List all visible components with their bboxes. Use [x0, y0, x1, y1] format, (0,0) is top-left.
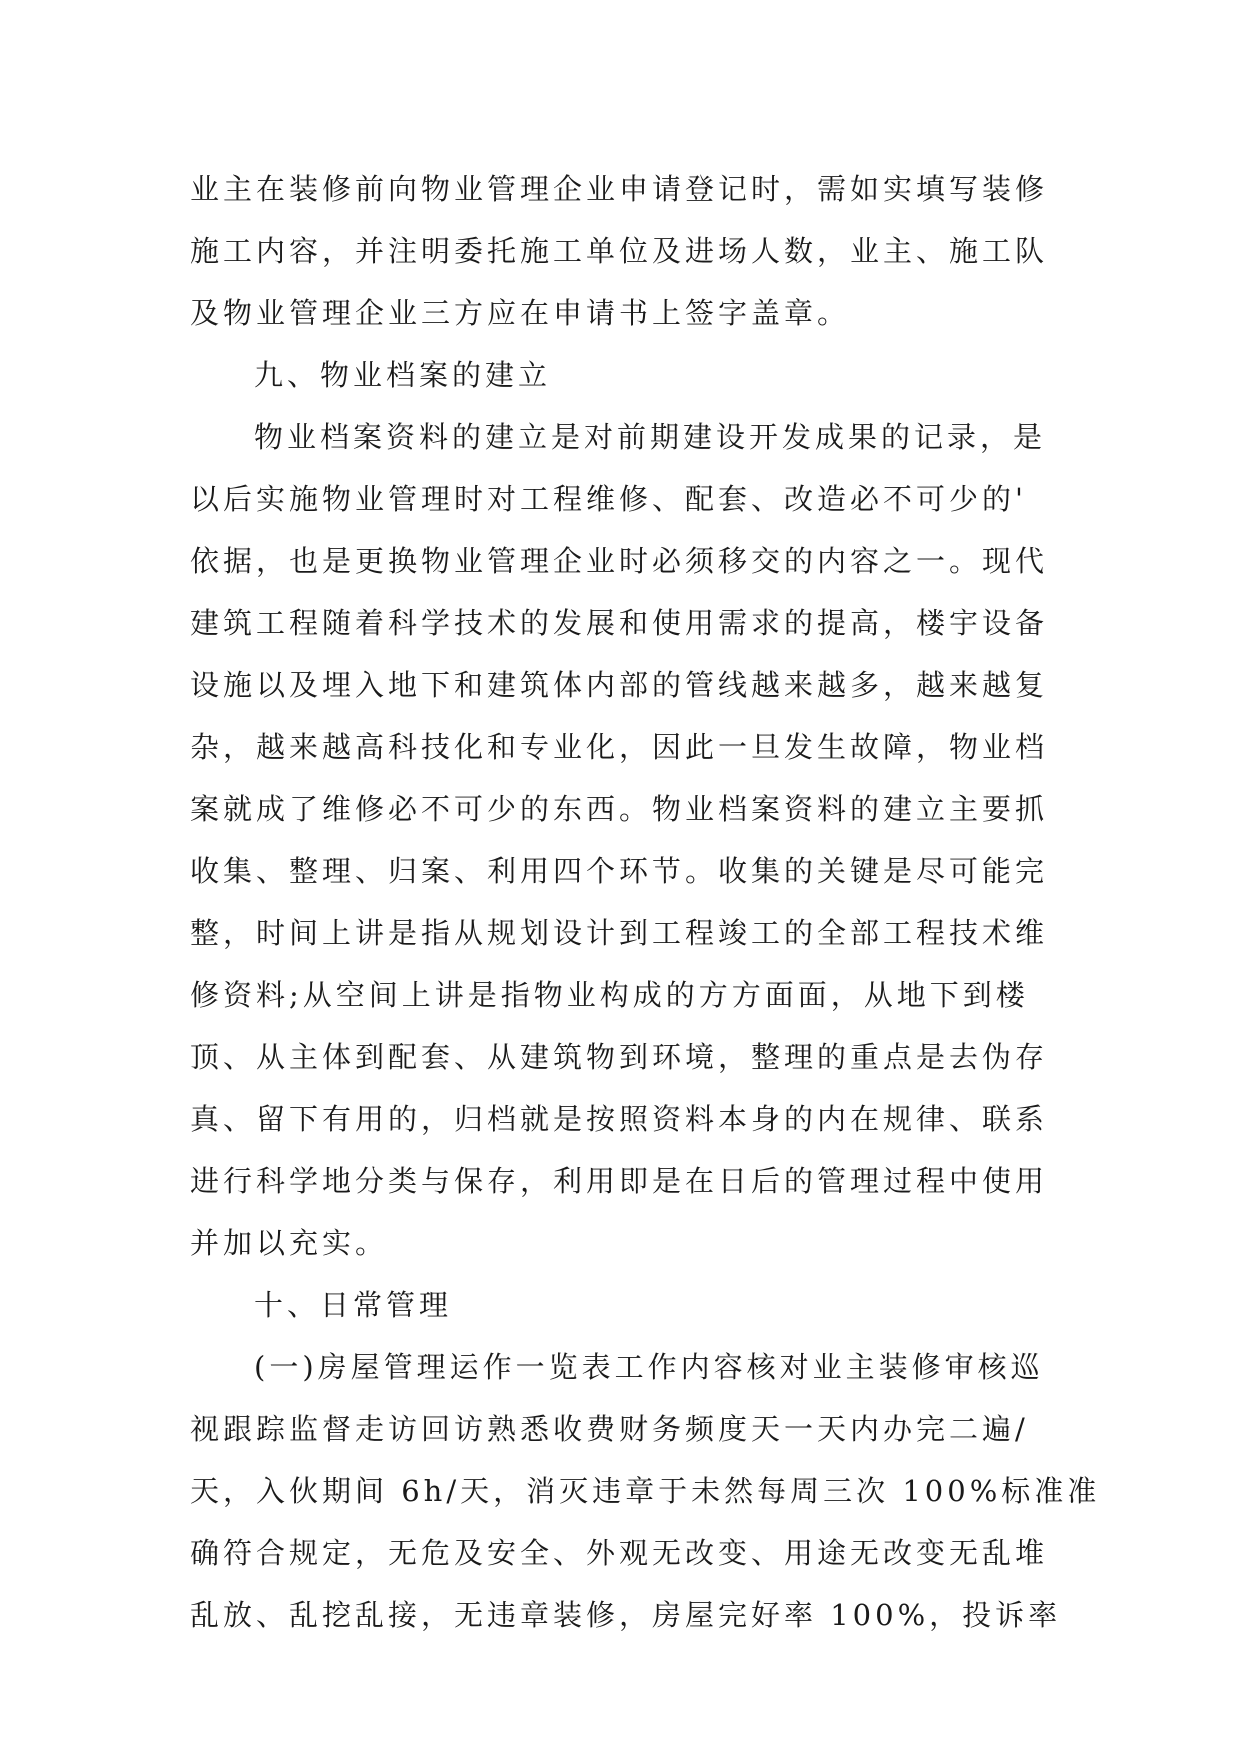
text-line: 业主在装修前向物业管理企业申请登记时，需如实填写装修 — [190, 172, 1049, 206]
text-line: 修资料;从空间上讲是指物业构成的方方面面，从地下到楼 — [190, 978, 1029, 1012]
document-page — [190, 158, 1101, 1646]
text-line: 杂，越来越高科技化和专业化，因此一旦发生故障，物业档 — [190, 730, 1049, 764]
text-line: 真、留下有用的，归档就是按照资料本身的内在规律、联系 — [190, 1102, 1049, 1136]
text-line: 依据，也是更换物业管理企业时必须移交的内容之一。现代 — [190, 544, 1049, 578]
text-line: 并加以充实。 — [190, 1226, 389, 1260]
text-line: 顶、从主体到配套、从建筑物到环境，整理的重点是去伪存 — [190, 1040, 1049, 1074]
section-heading: 九、物业档案的建立 — [254, 358, 552, 392]
text-line: 天，入伙期间 6h/天，消灭违章于未然每周三次 100%标准准 — [190, 1474, 1101, 1508]
text-line: 物业档案资料的建立是对前期建设开发成果的记录，是 — [254, 420, 1047, 454]
text-line: 案就成了维修必不可少的东西。物业档案资料的建立主要抓 — [190, 792, 1049, 826]
text-line: 建筑工程随着科学技术的发展和使用需求的提高，楼宇设备 — [190, 606, 1049, 640]
text-line: 施工内容，并注明委托施工单位及进场人数，业主、施工队 — [190, 234, 1049, 268]
text-line: 以后实施物业管理时对工程维修、配套、改造必不可少的' — [190, 482, 1027, 516]
text-line: 整，时间上讲是指从规划设计到工程竣工的全部工程技术维 — [190, 916, 1049, 950]
text-line: 进行科学地分类与保存，利用即是在日后的管理过程中使用 — [190, 1164, 1049, 1198]
text-line: 设施以及埋入地下和建筑体内部的管线越来越多，越来越复 — [190, 668, 1049, 702]
text-line: 视跟踪监督走访回访熟悉收费财务频度天一天内办完二遍/ — [190, 1412, 1029, 1446]
text-line: 收集、整理、归案、利用四个环节。收集的关键是尽可能完 — [190, 854, 1049, 888]
text-line: (一)房屋管理运作一览表工作内容核对业主装修审核巡 — [254, 1350, 1044, 1384]
text-line: 确符合规定，无危及安全、外观无改变、用途无改变无乱堆 — [190, 1536, 1049, 1570]
text-line: 及物业管理企业三方应在申请书上签字盖章。 — [190, 296, 851, 330]
text-line: 乱放、乱挖乱接，无违章装修，房屋完好率 100%，投诉率 — [190, 1598, 1062, 1632]
section-heading: 十、日常管理 — [254, 1288, 453, 1322]
